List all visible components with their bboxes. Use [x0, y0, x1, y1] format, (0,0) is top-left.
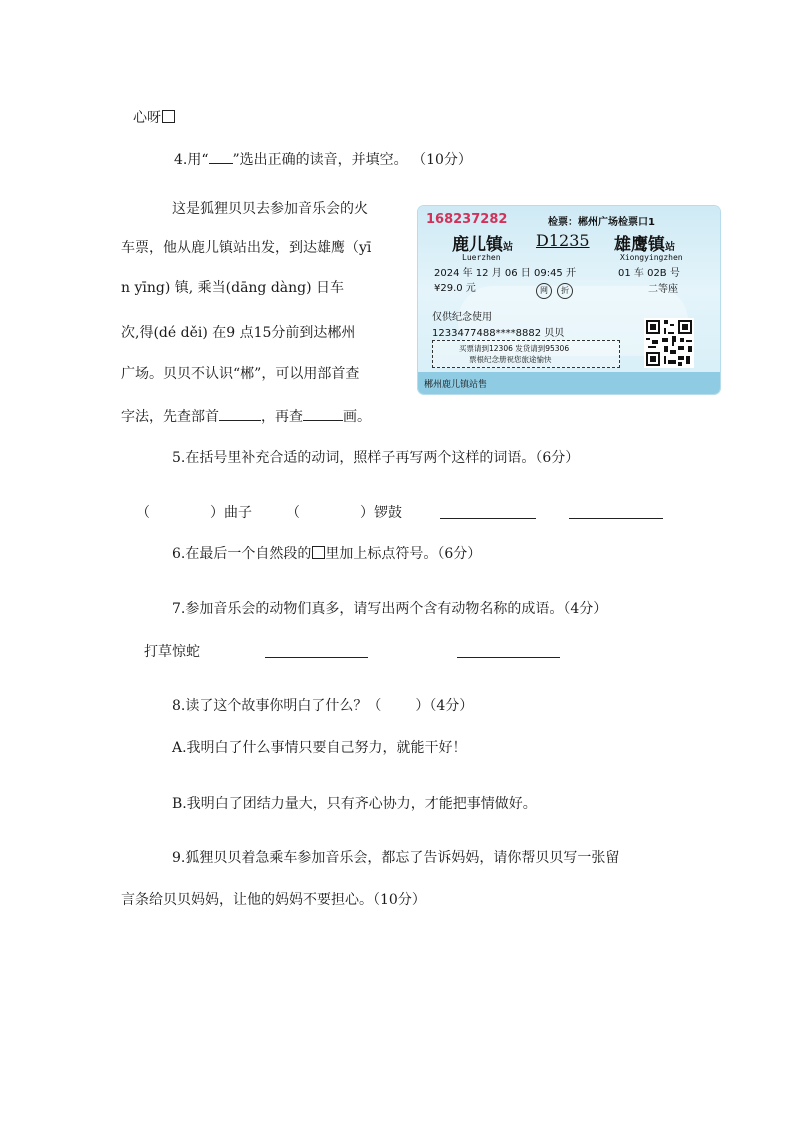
q9-line-2: 言条给贝贝妈妈，让他的妈妈不要担心。（10分） [121, 892, 426, 908]
ticket-memo: 仅供纪念使用 [432, 312, 492, 323]
q8-option-a: A.我明白了什么事情只要自己努力，就能干好！ [172, 740, 467, 756]
discount-stamp-icon: 折 [557, 283, 573, 299]
ticket-datetime: 2024 年 12 月 06 日 09:45 开 [434, 268, 576, 279]
q4-title: 4.用“ ”选出正确的读音，并填空。 （10分） [174, 149, 472, 170]
q4-line-6: 字法，先查部首 ，再查 画。 [121, 406, 371, 427]
punctuation-box-icon [312, 546, 325, 559]
train-ticket [418, 206, 720, 394]
q5-item-1: （ ）曲子 [136, 505, 252, 521]
q5-item-2: （ ）锣鼓 [286, 505, 402, 521]
q4-line-4: 次,得(dé děi) 在9 点15分前到达郴州 [121, 325, 356, 341]
q7-answer-line-1[interactable] [265, 657, 368, 658]
ticket-to-pinyin: Xiongyingzhen [620, 253, 683, 262]
q6-title: 6.在最后一个自然段的 里加上标点符号。（6分） [172, 546, 482, 562]
qr-code-icon [644, 318, 694, 368]
ticket-footer-band [418, 372, 720, 394]
stroke-count-blank[interactable] [303, 406, 343, 421]
ticket-from-pinyin: Luerzhen [462, 253, 501, 262]
q4-line-2: 车票，他从鹿儿镇站出发，到达雄鹰（yī [121, 240, 372, 256]
ticket-train-number: D1235 [536, 231, 590, 250]
q4-line-3: n yīng) 镇, 乘当(dāng dàng) 日车 [121, 280, 345, 296]
q5-answer-line-2[interactable] [569, 518, 663, 519]
ticket-notice: 买票请到12306 发货请到95306 票根纪念册祝您旅途愉快 [432, 340, 620, 368]
ticket-seat: 01 车 02B 号 [618, 268, 680, 279]
ticket-stamps [536, 278, 573, 299]
q4-mark-blank [209, 149, 233, 164]
q7-answer-line-2[interactable] [457, 657, 560, 658]
q4-line-5: 广场。贝贝不认识“郴”，可以用部首查 [121, 366, 360, 382]
ticket-serial: 168237282 [426, 212, 508, 227]
ticket-from-station: 鹿儿镇站 [452, 235, 513, 255]
q7-title: 7.参加音乐会的动物们真多，请写出两个含有动物名称的成语。（4分） [172, 601, 608, 617]
ticket-id-line: 1233477488****8882 贝贝 [432, 328, 565, 339]
ticket-price: ¥29.0 元 [434, 283, 476, 294]
q5-answer-line-1[interactable] [440, 518, 536, 519]
q5-title: 5.在括号里补充合适的动词，照样子再写两个这样的词语。（6分） [172, 450, 580, 466]
ticket-to-station: 雄鹰镇站 [614, 235, 675, 255]
online-stamp-icon: 网 [536, 283, 552, 299]
q9-line-1: 9.狐狸贝贝着急乘车参加音乐会，都忘了告诉妈妈，请你帮贝贝写一张留 [172, 850, 620, 866]
ticket-gate: 检票：郴州广场检票口1 [548, 217, 655, 228]
ticket-seat-class: 二等座 [648, 284, 678, 295]
top-fragment: 心呀 [133, 108, 175, 128]
q4-line-1: 这是狐狸贝贝去参加音乐会的火 [172, 201, 368, 217]
q8-option-b: B.我明白了团结力量大，只有齐心协力，才能把事情做好。 [172, 796, 537, 812]
radical-blank[interactable] [219, 406, 261, 421]
punctuation-box[interactable] [162, 110, 175, 123]
ticket-footer: 郴州鹿儿镇站售 [424, 380, 488, 390]
q7-example: 打草惊蛇 [144, 644, 200, 660]
q8-title: 8.读了这个故事你明白了什么？（ ）（4分） [172, 698, 474, 714]
